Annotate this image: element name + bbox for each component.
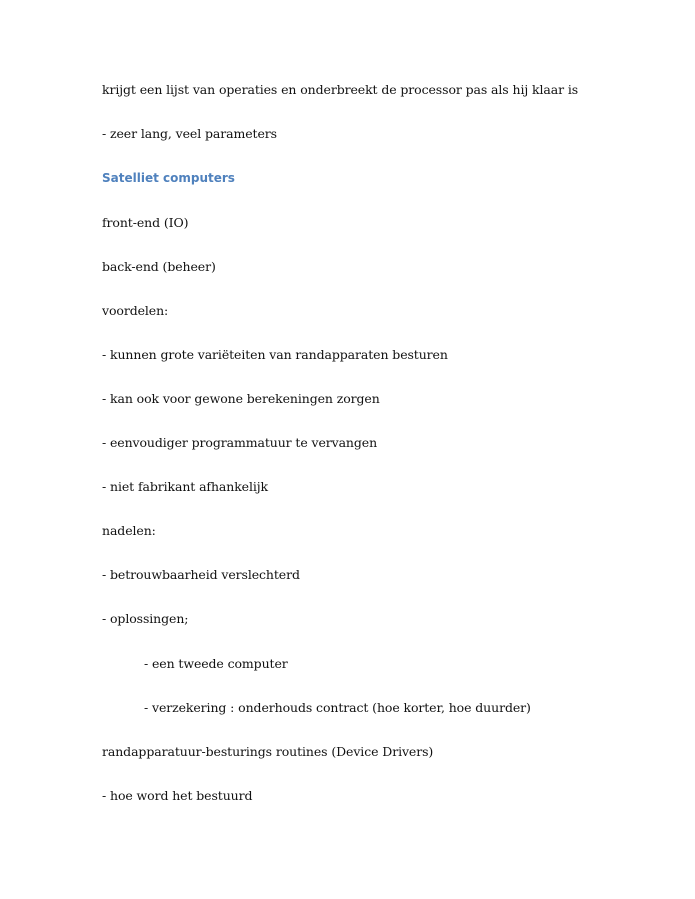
list-item-bestuurd: - hoe word het bestuurd: [102, 788, 253, 803]
text-line-operaties: krijgt een lijst van operaties en onderbreekt de processor pas als hij klaar is: [102, 82, 579, 97]
text-line-back-end: back-end (beheer): [102, 259, 216, 274]
text-line-voordelen: voordelen:: [102, 303, 169, 318]
list-item-betrouwbaarheid: - betrouwbaarheid verslechterd: [102, 567, 300, 582]
text-line-device-drivers: randapparatuur-besturings routines (Device Drivers): [102, 744, 434, 759]
section-heading-satelliet-computers: Satelliet computers: [102, 171, 235, 185]
text-line-parameters: - zeer lang, veel parameters: [102, 126, 277, 141]
sub-list-item-verzekering: - verzekering : onderhouds contract (hoe korter, hoe duurder): [144, 700, 531, 715]
text-line-front-end: front-end (IO): [102, 215, 189, 230]
text-line-nadelen: nadelen:: [102, 523, 156, 538]
list-item-programmatuur: - eenvoudiger programmatuur te vervangen: [102, 435, 378, 450]
list-item-berekeningen: - kan ook voor gewone berekeningen zorgen: [102, 391, 380, 406]
list-item-randapparaten: - kunnen grote variëteiten van randapparaten besturen: [102, 347, 448, 362]
list-item-oplossingen: - oplossingen;: [102, 611, 189, 626]
list-item-fabrikant: - niet fabrikant afhankelijk: [102, 479, 269, 494]
sub-list-item-tweede-computer: - een tweede computer: [144, 656, 288, 671]
